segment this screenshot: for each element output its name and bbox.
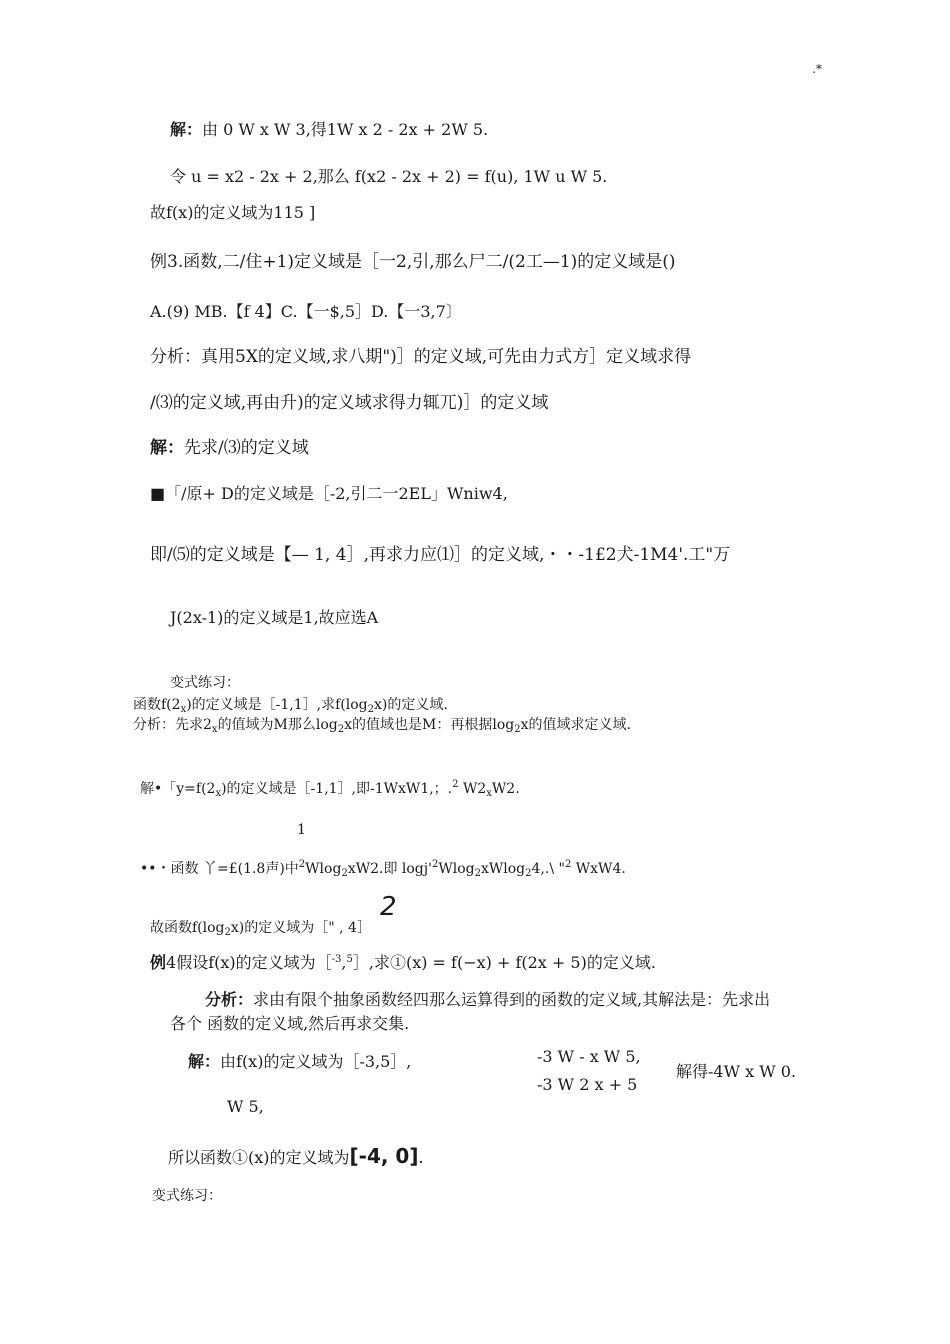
analysis-label: 分析： xyxy=(205,990,254,1009)
example-4-question xyxy=(150,950,656,973)
subscript: 2 xyxy=(337,724,345,735)
text-part: x)的定义域为［" , 4］ xyxy=(230,920,371,936)
text-part: . xyxy=(418,1148,424,1167)
example-4-solution-line xyxy=(188,1052,411,1072)
domain-result-line: 故f(x)的定义域为115 ] xyxy=(150,203,316,222)
analysis-line-2: /⑶的定义域,再由升)的定义域求得力辄兀)］的定义域 xyxy=(150,393,549,413)
example-3-question: 例3.函数,二/住+1)定义域是［一2,引,那么尸二/(2工—1)的定义域是() xyxy=(150,252,676,272)
example-4-analysis-line-2: 各个 函数的定义域,然后再求交集. xyxy=(170,1014,410,1033)
text-part: ］,求①(x) = f(−x) + f(2x + 5)的定义域. xyxy=(352,953,656,972)
exercise-solution-line-2 xyxy=(140,855,626,884)
domain-derivation-line: 即/⑸的定义域是【— 1, 4］,再求力应⑴］的定义域,・・-1£2犬-1M4'.工"万 xyxy=(150,545,731,565)
inequality-result: 解得-4W x W 0. xyxy=(676,1062,797,1081)
fraction-numerator: 1 xyxy=(297,822,306,838)
subscript: 2 xyxy=(514,724,521,735)
solution-label: 解： xyxy=(170,120,203,139)
example-4-analysis-line-1 xyxy=(205,990,770,1010)
superscript: -3 xyxy=(331,954,342,965)
text-part: , xyxy=(341,953,347,972)
text-part: W2 xyxy=(458,781,487,797)
text-part: 函数f(2 xyxy=(133,697,181,713)
text-part: 4,.\ " xyxy=(531,861,565,877)
solution-label: 解： xyxy=(150,438,184,458)
text-part: WxW4. xyxy=(571,861,626,877)
superscript: 2 xyxy=(431,859,439,870)
analysis-line-1: 分析：真用5X的定义域,求八期")］的定义域,可先由力式方］定义域求得 xyxy=(150,347,692,367)
solution-line-1 xyxy=(170,120,488,140)
superscript: 2 xyxy=(298,859,306,870)
subscript: x xyxy=(211,724,218,735)
text-part: x)的定义域. xyxy=(374,697,448,713)
text-part: 解•「y=f(2 xyxy=(140,781,216,797)
example-4-conclusion xyxy=(168,1146,424,1168)
exercise-analysis xyxy=(133,715,631,740)
superscript: 2 xyxy=(452,779,459,790)
solution-text: 先求/⑶的定义域 xyxy=(184,438,309,458)
subscript: x xyxy=(180,704,187,715)
text-part: 4假设f(x)的定义域为［ xyxy=(166,953,332,972)
text-part: 的值域为M那么log xyxy=(217,717,338,733)
superscript: 5 xyxy=(346,954,353,965)
text-part: xWlog xyxy=(480,861,526,877)
text-part: 所以函数①(x)的定义域为 xyxy=(168,1148,350,1167)
subscript: x xyxy=(486,788,492,799)
inequality-1: -3 W - x W 5, xyxy=(537,1047,641,1066)
text-part: ••・函数 丫=£(1.8声)中 xyxy=(140,861,299,877)
text-part: 故函数f(log xyxy=(150,920,225,936)
text-part: Wlog xyxy=(305,861,342,877)
text-part: 求由有限个抽象函数经四那么运算得到的函数的定义域,其解法是：先求出 xyxy=(253,990,771,1009)
corner-mark: .* xyxy=(812,62,822,76)
text-part: 分析：先求2 xyxy=(133,717,212,733)
exercise-heading-1: 变式练习： xyxy=(170,675,240,691)
text-part: W2. xyxy=(491,781,520,797)
solution-text: 由 0 W x W 3,得1W x 2 - 2x + 2W 5. xyxy=(202,120,489,139)
text-part: 由f(x)的定义域为［-3,5］, xyxy=(220,1052,412,1071)
subscript: 2 xyxy=(224,927,231,938)
exercise-solution-line-1 xyxy=(140,775,520,804)
text-part: )的定义域是［-1,1］,求f(log xyxy=(186,697,368,713)
text-part: x的值域求定义域. xyxy=(520,717,631,733)
answer-interval: [-4, 0] xyxy=(349,1144,419,1168)
inequality-2: -3 W 2 x + 5 xyxy=(537,1075,638,1094)
superscript: 2 xyxy=(564,859,572,870)
subscript: x xyxy=(215,788,222,799)
subscript: 2 xyxy=(341,868,348,879)
inequality-tail: W 5, xyxy=(227,1097,264,1116)
exercise-result-line xyxy=(150,918,371,943)
subscript: 2 xyxy=(474,868,481,879)
exercise-heading-2: 变式练习： xyxy=(152,1188,222,1204)
substitution-line: 令 u = x2 - 2x + 2,那么 f(x2 - 2x + 2) = f(u), 1W u W 5. xyxy=(170,167,608,186)
text-part: Wlog xyxy=(438,861,475,877)
fraction-denominator: 2 xyxy=(380,892,397,922)
example-label: 例 xyxy=(150,953,167,972)
text-part: )的定义域是［-1,1］,即-1WxW1,；. xyxy=(221,781,453,797)
domain-condition-line: ■「/原+ D的定义域是［-2,引二一2EL」Wniw4, xyxy=(150,484,508,503)
answer-line: J(2x-1)的定义域是1,故应选A xyxy=(170,608,379,627)
example-3-options: A.(9) MB.【f 4】C.【一$,5］D.【一3,7〕 xyxy=(150,302,462,321)
text-part: x的值域也是M：再根据log xyxy=(344,717,515,733)
subscript: 2 xyxy=(525,868,532,879)
text-part: xW2.即 logj' xyxy=(347,861,432,877)
subscript: 2 xyxy=(367,704,374,715)
solution-label: 解： xyxy=(188,1052,221,1071)
solution-line-2 xyxy=(150,438,309,458)
